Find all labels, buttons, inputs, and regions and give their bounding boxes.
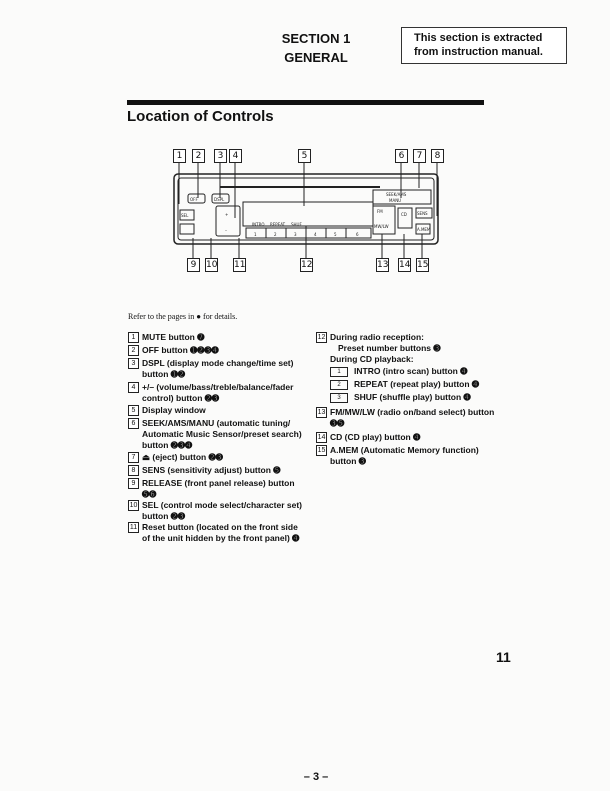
panel-mwlw: MW/LW [374, 224, 389, 229]
panel-cd: CD [401, 212, 407, 217]
list-item: 9 RELEASE (front panel release) button ➎➏ [128, 478, 304, 500]
callout-14: 14 [399, 260, 411, 270]
unit-diagram [170, 146, 450, 276]
list-item: 3 DSPL (display mode change/time set) button ➊➋ [128, 358, 304, 380]
cd-playback-label: During CD playback: [330, 354, 414, 364]
panel-sel: SEL [181, 213, 189, 218]
panel-shuf: SHUF [291, 222, 302, 227]
callout-9: 9 [187, 258, 200, 272]
callout-2: 2 [192, 149, 205, 163]
list-item: 12 During radio reception: [317, 332, 424, 342]
panel-off: OFF [190, 197, 198, 202]
list-item: 7 ⏏ (eject) button ➋➌ [128, 452, 304, 463]
preset-3: 3 [294, 232, 297, 237]
list-item: 1 MUTE button ➐ [128, 332, 304, 343]
panel-fm: FM [377, 209, 383, 214]
list-item: 6 SEEK/AMS/MANU (automatic tuning/ Automatic Music Sensor/preset search) button ➋➌➍ [128, 418, 304, 451]
callout-12: 12 [301, 260, 313, 270]
list-item: 14 CD (CD play) button ➍ [317, 432, 421, 442]
panel-plus: + [225, 212, 229, 217]
panel-minus: – [225, 228, 227, 233]
list-item: 8 SENS (sensitivity adjust) button ➎ [128, 465, 304, 476]
callout-10: 10 [206, 260, 218, 270]
preset-1: 1 [254, 232, 257, 237]
footer-page-label: – 3 – [303, 771, 329, 783]
callout-7: 7 [413, 149, 426, 163]
section-subtitle: GENERAL [284, 50, 348, 65]
cd-row-repeat: 2 REPEAT (repeat play) button ➍ [330, 379, 479, 390]
title-rule [127, 100, 484, 105]
section-label: SECTION 1 [281, 31, 351, 46]
panel-seek: SEEK/AMS [386, 192, 407, 197]
refer-note: Refer to the pages in ● for details. [128, 312, 238, 321]
panel-repeat: REPEAT [270, 222, 286, 227]
cd-row-shuf: 3 SHUF (shuffle play) button ➍ [330, 392, 471, 403]
panel-manu: MANU [389, 198, 402, 203]
preset-5: 5 [334, 232, 337, 237]
preset-2: 2 [274, 232, 277, 237]
callout-11: 11 [234, 260, 246, 270]
callout-15: 15 [417, 260, 429, 270]
callout-3: 3 [214, 149, 227, 163]
panel-intro: INTRO [252, 222, 265, 227]
unit-front-panel [170, 146, 450, 276]
list-item: 5 Display window [128, 405, 304, 416]
list-item: 2 OFF button ➊➋➌➍ [128, 345, 304, 356]
radio-preset-note: Preset number buttons ➌ [338, 343, 441, 353]
panel-amem: A.MEM [417, 227, 431, 232]
list-item: 4 +/– (volume/bass/treble/balance/fader control) button ➋➌ [128, 382, 304, 404]
extract-note-box: This section is extracted from instruction manual. [401, 27, 567, 64]
callout-1: 1 [173, 149, 186, 163]
preset-4: 4 [314, 232, 317, 237]
callout-5: 5 [298, 149, 311, 163]
cd-row-intro: 1 INTRO (intro scan) button ➍ [330, 366, 467, 377]
callout-4: 4 [229, 149, 242, 163]
callout-13: 13 [377, 260, 389, 270]
page-title: Location of Controls [127, 108, 274, 125]
list-item: 10 SEL (control mode select/character set) button ➋➌ [129, 500, 302, 521]
callout-6: 6 [395, 149, 408, 163]
list-item: 13 FM/MW/LW (radio on/band select) button ➌➎ [317, 407, 495, 428]
panel-dspl: DSPL [214, 197, 225, 202]
page-number: 11 [496, 649, 511, 665]
preset-6: 6 [356, 232, 359, 237]
list-item: 11 Reset button (located on the front side of the unit hidden by the front panel) ➍ [129, 522, 300, 543]
panel-sens: SENS [417, 211, 428, 216]
list-item: 15 A.MEM (Automatic Memory function) button ➌ [317, 445, 479, 466]
callout-8: 8 [431, 149, 444, 163]
